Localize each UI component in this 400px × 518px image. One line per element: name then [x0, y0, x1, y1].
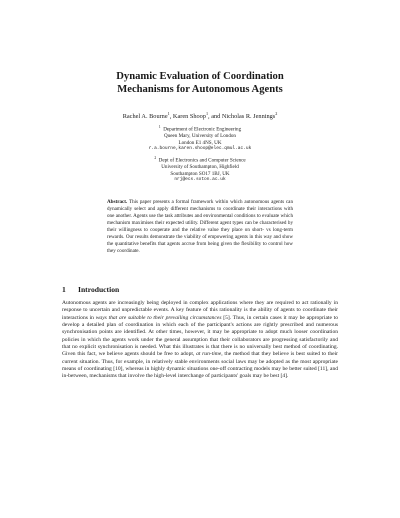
body-text: [5]. Thus, in certain cases it may be appropriate to develop a detailed plan of coordination in which each of the participant's actions are rightly prescribed and numerous synchronisation points are identified. At other times, however, it may be appropriate to adopt much looser coordination policies in which the agents work under the general assumption that their collaborators are progressing satisfactorily and that no explicit synchronisation is needed. What this illustrates is that there is no universally best method of coordinating. Given this fact, we believe agents should be free to adopt,	[62, 314, 338, 358]
affiliation-email: r.a.bourne,karen.shoop@elec.qmul.ac.uk	[148, 146, 252, 152]
emphasis-text: at run-time	[196, 351, 222, 358]
abstract-label: Abstract.	[107, 199, 128, 205]
affiliation-line: Dept of Electronics and Computer Science	[158, 157, 246, 164]
affiliation-line: London E1 4NS, UK	[178, 139, 222, 146]
body-text: , the method that they believe is best suited to their current situation. Thus, for example, in relatively stable environments social laws may be adopted as the most appropriate means of coordinating [10], whereas in highly dynamic situations one-off contracting models may be better suited [11], and in-between, mechanisms that involve the high-level interchange of participants' goals may be best [4].	[62, 351, 338, 380]
affiliation-line: University of Southampton, Highfield	[161, 164, 239, 171]
introduction-body	[62, 300, 338, 381]
author-name: Karen Shoop	[172, 113, 206, 121]
affiliation-mark: 1	[167, 111, 170, 116]
affiliation-mark: 1	[205, 111, 209, 116]
section-heading	[62, 285, 342, 295]
affiliation-email: nrj@ecs.soton.ac.uk	[174, 177, 226, 183]
affiliation-mark: 2	[275, 111, 278, 116]
author-name: and Nicholas R. Jennings	[211, 113, 276, 121]
abstract-text: This paper presents a formal framework within which autonomous agents can dynamically select and apply different mechanisms to coordinate their interactions with one another. Agents use the task attributes and environmental conditions to evaluate which mechanism maximises their expected utility. Different agent types can be characterised by their willingness to cooperate and the relative value they place on short- vs long-term rewards. Our results demonstrate the viability of empowering agents in this way and show the quantitative benefits that agents accrue from being given the flexibility to control how they coordinate.	[107, 199, 293, 254]
section-number: 1	[62, 285, 66, 294]
affiliation-line: Southampton SO17 1BJ, UK	[170, 170, 230, 177]
affiliation-mark: 1	[158, 125, 161, 129]
affiliation-mark: 2	[154, 156, 157, 160]
abstract	[107, 199, 293, 255]
affiliation-2	[0, 155, 400, 184]
title-line-2: Mechanisms for Autonomous Agents	[117, 84, 283, 95]
emphasis-text: ways that are suitable to their prevailing circumstances	[95, 314, 222, 321]
affiliation-line: Queen Mary, University of London	[164, 133, 236, 140]
author-name: Rachel A. Bourne	[122, 113, 168, 121]
title-line-1: Dynamic Evaluation of Coordination	[116, 71, 284, 82]
affiliation-1	[0, 124, 400, 153]
paper-title	[0, 70, 400, 96]
section-title: Introduction	[78, 285, 120, 294]
body-text: Autonomous agents are increasingly being deployed in complex applications where they are required to act rationally in response to uncertain and unpredictable events. A key feature of this rationality is the ability of agents to coordinate their interactions in	[62, 300, 338, 321]
author-list: Rachel A. Bourne$^1$, Karen Shoop$^1$, and Nicholas R. Jennings$^2$	[122, 111, 278, 121]
affiliation-line: Department of Electronic Engineering	[163, 126, 242, 133]
